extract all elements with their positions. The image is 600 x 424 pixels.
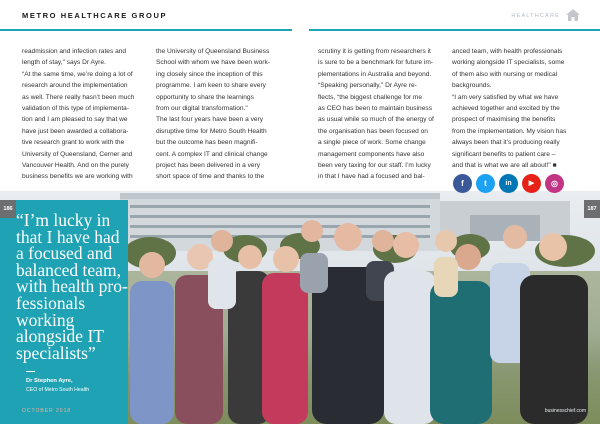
- text-line: the organisation has been focused on: [318, 127, 428, 135]
- text-line: Vancouver Health. And on the purely: [22, 162, 129, 170]
- article-column-2: [156, 46, 278, 183]
- text-line: cent. A complex IT and clinical change: [156, 150, 268, 158]
- pull-quote: “I’m lucky in that I have had a focused and balanced team, with health pro- fessionals working alongside IT specialists”: [16, 210, 128, 363]
- instagram-icon[interactable]: ◎: [545, 174, 564, 193]
- text-line: opportunity to share the learnings: [156, 93, 254, 101]
- article-column-3: [318, 46, 440, 183]
- text-line: project has been delivered in a very: [156, 162, 261, 170]
- section-label: HEALTHCARE: [511, 13, 560, 19]
- text-line: flects, “the biggest challenge for me: [318, 93, 423, 101]
- text-line: a single piece of work. Some change: [318, 139, 426, 147]
- text-line: tive research grant to work with the: [22, 139, 125, 147]
- header-rule-right: [309, 29, 600, 31]
- header-rule-left: [0, 29, 292, 31]
- linkedin-icon[interactable]: in: [499, 174, 518, 193]
- text-line: and that is what we are all about!" ■: [452, 162, 557, 170]
- text-line: programme. I am keen to share every: [156, 82, 266, 90]
- quote-divider: [26, 371, 35, 372]
- text-line: ing closely since the inception of this: [156, 70, 263, 78]
- text-line: the University of Queensland Business: [156, 48, 270, 55]
- text-line: business benefits we are working with: [22, 173, 133, 181]
- page-number-left: 186: [0, 200, 16, 218]
- text-line: from the implementation. My vision has: [452, 127, 567, 135]
- text-line: scrutiny it is getting from researchers it: [318, 48, 431, 55]
- article-column-4: [452, 46, 574, 171]
- text-line: as well. There really hasn’t been much: [22, 93, 135, 101]
- text-line: disruptive time for Metro South Health: [156, 127, 267, 135]
- text-line: “I am very satisfied by what we have: [452, 93, 559, 101]
- issue-date: OCTOBER 2018: [22, 408, 72, 414]
- text-line: plementations in Australia and beyond.: [318, 70, 432, 78]
- text-line: School with whom we have been work-: [156, 59, 270, 67]
- text-line: achieved together and excited by the: [452, 105, 560, 113]
- text-line: anced team, with health professionals: [452, 48, 563, 55]
- text-line: research around the implementation: [22, 82, 128, 90]
- text-line: but the outcome has been magnifi-: [156, 139, 258, 147]
- text-line: University of Queensland, Cerner and: [22, 150, 133, 158]
- text-line: “At the same time, we’re doing a lot of: [22, 70, 133, 78]
- youtube-icon[interactable]: ▶: [522, 174, 541, 193]
- text-line: as CEO has been to maintain business: [318, 105, 432, 113]
- text-line: always been that it’s producing really: [452, 139, 560, 147]
- text-line: The last four years have been a very: [156, 116, 264, 124]
- page-header: [0, 0, 600, 32]
- pull-quote-box: [0, 200, 128, 424]
- text-line: tion and I am pleased to say that we: [22, 116, 128, 124]
- quote-author: Dr Stephen Ayre,: [26, 378, 73, 384]
- text-line: prospect of maximising the benefits: [452, 116, 556, 124]
- text-line: short space of time and thanks to the: [156, 173, 265, 181]
- text-line: been very taxing for our staff. I’m lucky: [318, 162, 431, 170]
- text-line: length of stay," says Dr Ayre.: [22, 59, 106, 67]
- text-line: is sure to be a benchmark for future im-: [318, 59, 434, 67]
- text-line: working alongside IT specialists, some: [452, 59, 565, 67]
- publication-brand: METRO HEALTHCARE GROUP: [22, 11, 168, 20]
- page-number-right: 187: [584, 200, 600, 218]
- text-line: readmission and infection rates and: [22, 48, 127, 55]
- facebook-icon[interactable]: f: [453, 174, 472, 193]
- twitter-icon[interactable]: t: [476, 174, 495, 193]
- article-column-1: [22, 46, 144, 183]
- text-line: validation of this type of implementa-: [22, 105, 130, 113]
- text-line: management components have also: [318, 150, 425, 158]
- text-line: in that I have had a focused and bal-: [318, 173, 425, 181]
- quote-author-role: CEO of Metro South Health: [26, 387, 90, 393]
- text-line: of them also with nursing or medical: [452, 70, 558, 78]
- text-line: significant benefits to patient care –: [452, 150, 556, 158]
- home-icon[interactable]: [566, 9, 580, 21]
- website-link[interactable]: businesschief.com: [544, 408, 586, 414]
- text-line: “Speaking personally," Dr Ayre re-: [318, 82, 417, 90]
- text-line: from our digital transformation.": [156, 105, 248, 113]
- text-line: as usual while so much of the energy of: [318, 116, 434, 124]
- text-line: have just been awarded a collabora-: [22, 127, 129, 135]
- text-line: backgrounds.: [452, 82, 492, 90]
